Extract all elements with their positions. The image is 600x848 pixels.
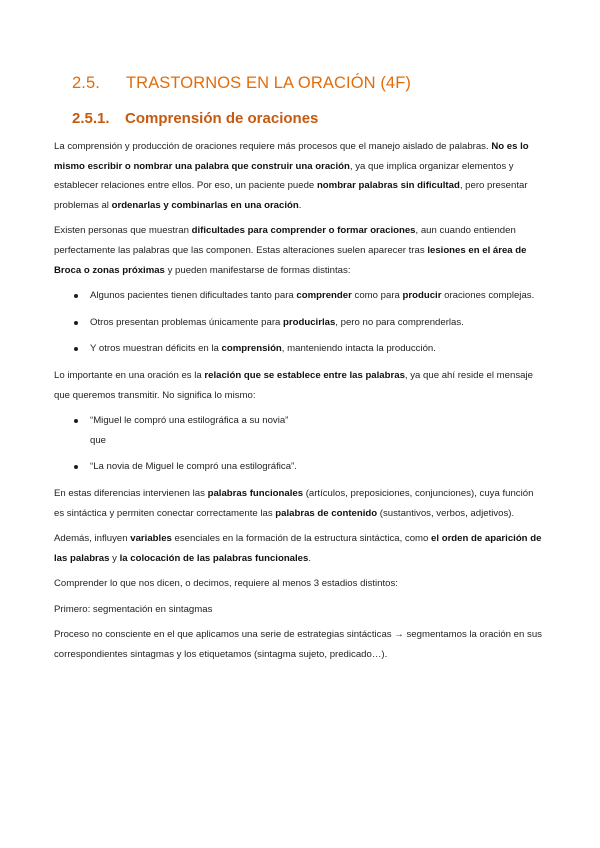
text: y pueden manifestarse de formas distintas: — [164, 264, 351, 276]
bullet-list-2 — [54, 411, 546, 477]
text: esenciales en la formación de la estructura sintáctica, como — [171, 533, 432, 545]
text: La comprensión y producción de oraciones requiere más procesos que el manejo aislado de palabras. — [54, 141, 492, 152]
bold-text: producir — [402, 290, 442, 302]
text: Y otros muestran déficits en la — [90, 343, 222, 355]
text: En estas diferencias intervienen las — [54, 487, 208, 499]
bold-text: No es lo mismo escribir o nombrar una palabra que construir una oración — [54, 141, 529, 172]
bullet-icon — [74, 419, 78, 423]
paragraph-5 — [54, 529, 546, 568]
text: , ya que ahí reside el mensaje que queremos transmitir. No significa lo mismo: — [54, 369, 533, 401]
text: (artículos, preposiciones, conjunciones), cuya función es sintáctica y permiten conectar correctamente las — [54, 487, 534, 519]
text: oraciones complejas. — [441, 290, 535, 302]
bullet-list-1 — [54, 286, 546, 359]
text: . — [298, 199, 302, 211]
text: Otros presentan problemas únicamente para — [90, 316, 284, 328]
paragraph-4 — [54, 484, 546, 523]
paragraph-3 — [54, 366, 546, 405]
text: Lo importante en una oración es la — [54, 369, 205, 381]
subsection-heading — [72, 110, 318, 127]
text: , aun cuando entienden perfectamente las palabras que las componen. Estas alteraciones suelen aparecer tras — [54, 225, 516, 256]
bold-text: comprender — [296, 290, 352, 302]
connector-text: que — [90, 434, 107, 446]
bullet-icon — [74, 347, 78, 351]
paragraph-8: Proceso no consciente en el que aplicamos una serie de estrategias sintácticas → segmentamos la oración en sus correspondientes sintagmas y los etiquetamos (sintagma sujeto, predicado…). — [54, 629, 542, 661]
list-item — [54, 313, 546, 333]
bullet-icon — [74, 294, 78, 298]
list-item — [54, 411, 546, 450]
list-item — [54, 286, 546, 306]
paragraph-1 — [54, 137, 546, 215]
text: , ya que implica organizar elementos y establecer relaciones entre ellos. Por eso, un paciente puede — [54, 160, 514, 192]
bullet-icon — [74, 465, 78, 469]
text: y — [109, 552, 120, 564]
section-number: 2.5. — [72, 74, 100, 92]
list-item — [54, 457, 546, 477]
bullet-icon — [74, 321, 78, 325]
subsection-number: 2.5.1. — [72, 110, 110, 127]
bold-text: relación que se establece entre las palabras — [204, 369, 405, 381]
section-title: TRASTORNOS EN LA ORACIÓN (4F) — [126, 74, 411, 92]
list-item — [54, 339, 546, 359]
text: Además, influyen — [54, 533, 131, 545]
bold-text: lesiones en el área de Broca o zonas próximas — [54, 244, 527, 276]
paragraph-2 — [54, 221, 546, 280]
text: , manteniendo intacta la producción. — [281, 343, 436, 355]
text: , pero presentar problemas al — [54, 180, 528, 211]
text: , pero no para comprenderlas. — [335, 316, 464, 328]
paragraph-7: Primero: segmentación en sintagmas — [54, 603, 213, 615]
bold-text: dificultades para comprender o formar oraciones — [191, 225, 416, 237]
bold-text: producirlas — [283, 316, 336, 328]
bold-text: nombrar palabras sin dificultad — [316, 180, 460, 192]
example-sentence: “Miguel le compró una estilográfica a su novia” — [90, 415, 289, 427]
bold-text: comprensión — [221, 343, 282, 355]
text: (sustantivos, verbos, adjetivos). — [377, 507, 515, 519]
subsection-title: Comprensión de oraciones — [125, 110, 319, 127]
bold-text: palabras funcionales — [207, 487, 304, 499]
text: Existen personas que muestran — [54, 225, 192, 237]
bold-text: variables — [130, 533, 172, 545]
bold-text: palabras de contenido — [275, 507, 378, 519]
text: como para — [351, 290, 403, 302]
bold-text: ordenarlas y combinarlas en una oración — [111, 199, 299, 211]
text: Algunos pacientes tienen dificultades tanto para — [90, 290, 297, 302]
example-sentence: “La novia de Miguel le compró una estilográfica”. — [90, 461, 297, 473]
bold-text: la colocación de las palabras funcionales — [119, 552, 309, 564]
document-body — [54, 137, 546, 671]
bold-text: el orden de aparición de las palabras — [54, 533, 542, 564]
paragraph-6: Comprender lo que nos dicen, o decimos, requiere al menos 3 estadios distintos: — [54, 578, 398, 590]
section-heading — [72, 74, 411, 93]
text: . — [308, 552, 312, 564]
